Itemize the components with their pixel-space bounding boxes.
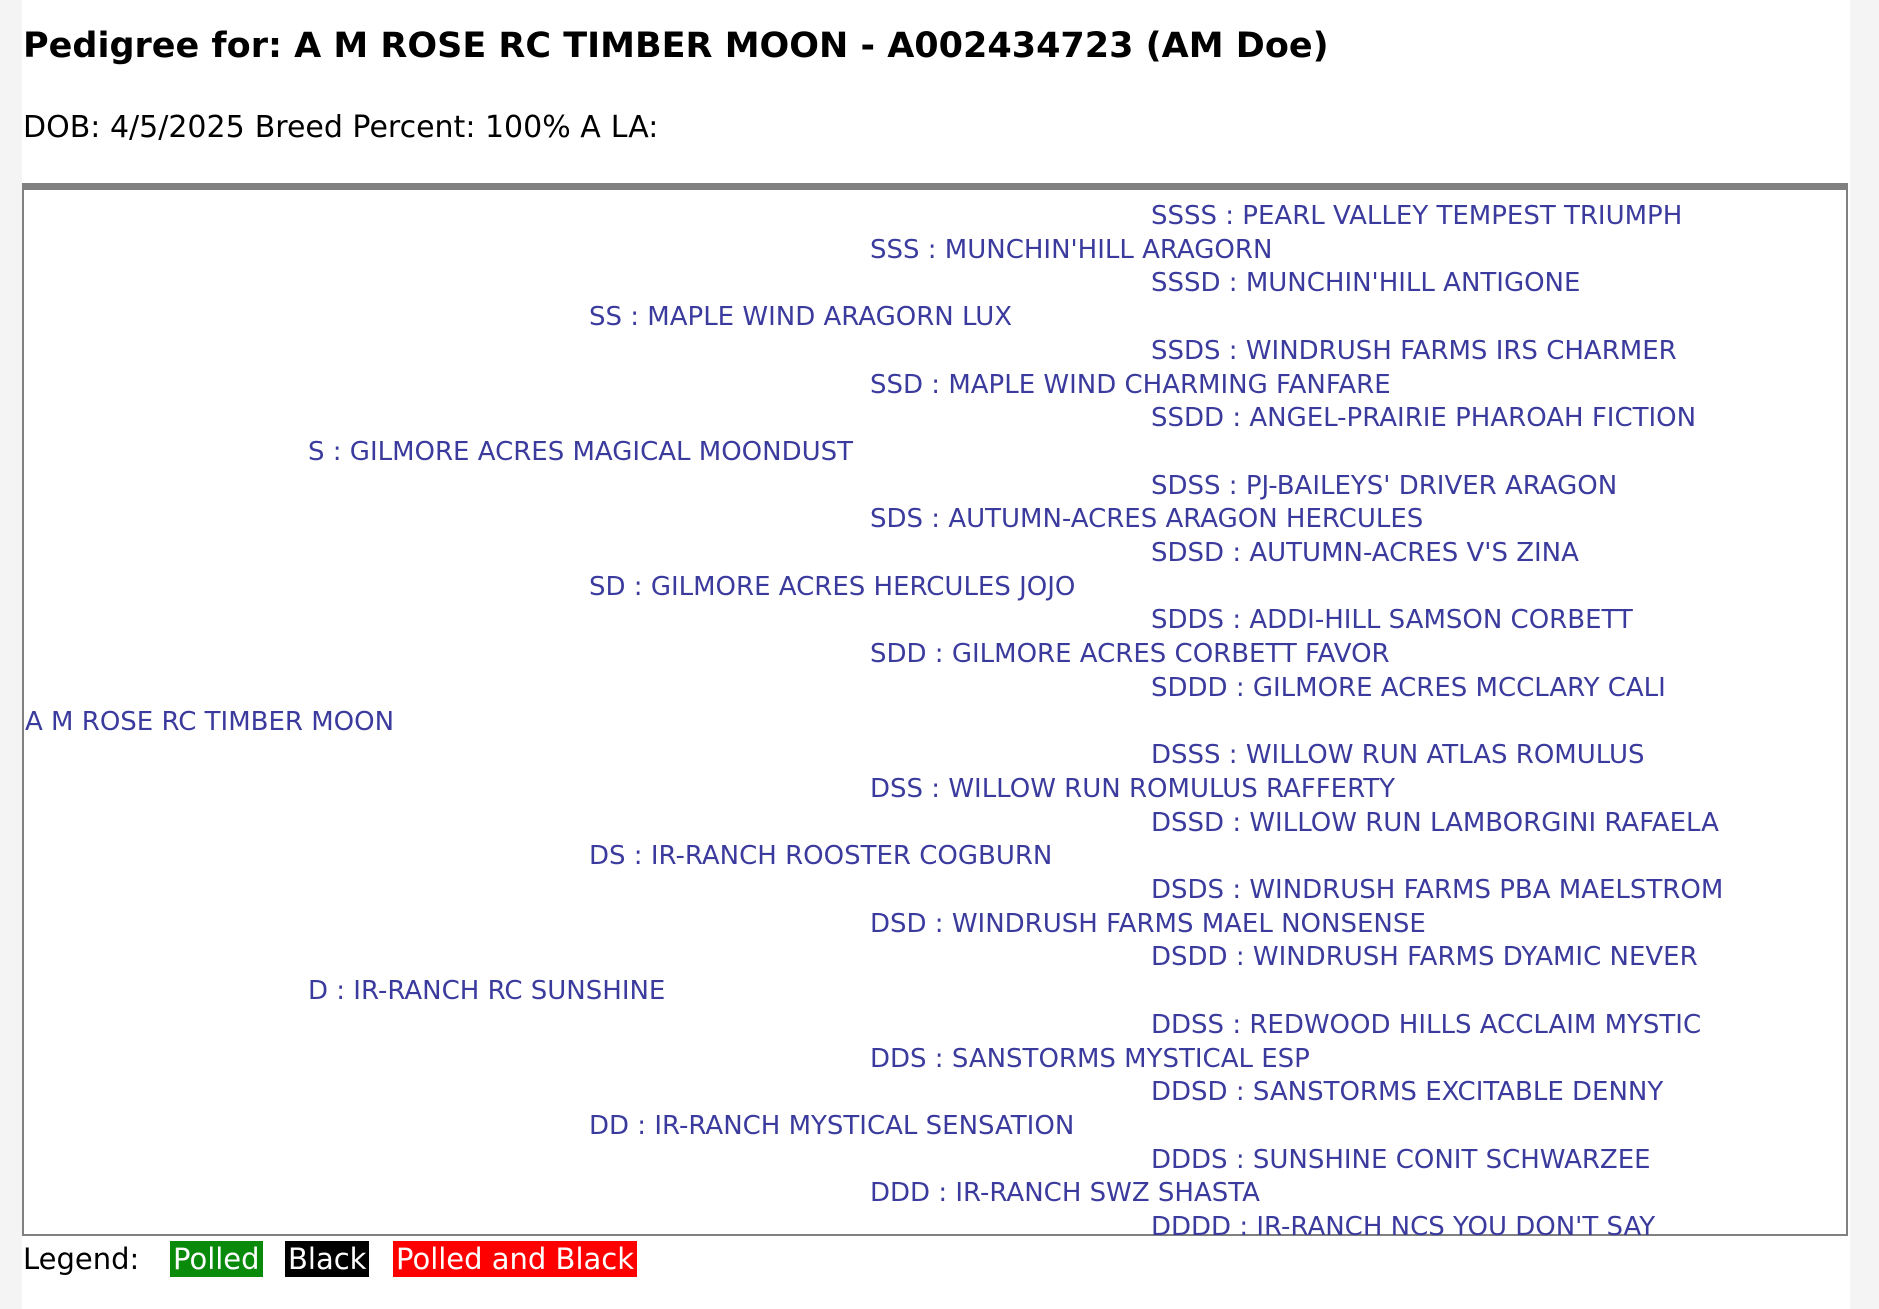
pedigree-ancestor-link[interactable]: DDD : IR-RANCH SWZ SHASTA (870, 1178, 1260, 1209)
pedigree-ancestor-link[interactable]: SDD : GILMORE ACRES CORBETT FAVOR (870, 639, 1390, 670)
pedigree-ancestor-link[interactable]: SDSD : AUTUMN-ACRES V'S ZINA (1151, 538, 1579, 568)
legend-polled-chip: Polled (170, 1241, 263, 1277)
pedigree-ancestor-link[interactable]: SSD : MAPLE WIND CHARMING FANFARE (870, 369, 1391, 400)
pedigree-ancestor-link[interactable]: DSSD : WILLOW RUN LAMBORGINI RAFAELA (1151, 807, 1719, 838)
pedigree-ancestor-link[interactable]: DDDS : SUNSHINE CONIT SCHWARZEE (1151, 1144, 1651, 1175)
legend-black-chip: Black (285, 1241, 369, 1277)
pedigree-ancestor-link[interactable]: DDSS : REDWOOD HILLS ACCLAIM MYSTIC (1151, 1009, 1702, 1040)
pedigree-ancestor-link[interactable]: SDSS : PJ-BAILEYS' DRIVER ARAGON (1151, 470, 1618, 501)
legend-polled-and-black-chip: Polled and Black (393, 1241, 637, 1277)
pedigree-ancestor-link[interactable]: D : IR-RANCH RC SUNSHINE (308, 976, 666, 1007)
pedigree-ancestor-link[interactable]: DDDD : IR-RANCH NCS YOU DON'T SAY (1151, 1212, 1656, 1242)
pedigree-tree (22, 183, 1848, 1242)
pedigree-ancestor-link[interactable]: DD : IR-RANCH MYSTICAL SENSATION (589, 1110, 1075, 1141)
page-title: Pedigree for: A M ROSE RC TIMBER MOON - A002434723 (AM Doe) (23, 26, 1329, 66)
subject-animal-link[interactable]: A M ROSE RC TIMBER MOON (25, 706, 395, 737)
pedigree-ancestor-link[interactable]: SSDS : WINDRUSH FARMS IRS CHARMER (1151, 335, 1677, 366)
left-margin-strip (0, 0, 22, 1309)
pedigree-ancestor-link[interactable]: DDSD : SANSTORMS EXCITABLE DENNY (1151, 1077, 1664, 1108)
pedigree-ancestor-link[interactable]: SSDD : ANGEL-PRAIRIE PHAROAH FICTION (1151, 403, 1697, 434)
pedigree-ancestor-link[interactable]: SSS : MUNCHIN'HILL ARAGORN (870, 234, 1273, 265)
pedigree-ancestor-link[interactable]: SSSD : MUNCHIN'HILL ANTIGONE (1151, 268, 1581, 299)
pedigree-ancestor-link[interactable]: DDS : SANSTORMS MYSTICAL ESP (870, 1043, 1310, 1074)
pedigree-ancestor-link[interactable]: DSD : WINDRUSH FARMS MAEL NONSENSE (870, 908, 1426, 939)
pedigree-ancestor-link[interactable]: SS : MAPLE WIND ARAGORN LUX (589, 302, 1013, 333)
pedigree-ancestor-link[interactable]: DS : IR-RANCH ROOSTER COGBURN (589, 841, 1053, 872)
legend-label: Legend: (23, 1242, 140, 1276)
pedigree-ancestor-link[interactable]: SDDS : ADDI-HILL SAMSON CORBETT (1151, 605, 1633, 636)
pedigree-ancestor-link[interactable]: DSS : WILLOW RUN ROMULUS RAFFERTY (870, 773, 1396, 804)
pedigree-ancestor-link[interactable]: SDS : AUTUMN-ACRES ARAGON HERCULES (870, 504, 1424, 535)
right-margin-strip (1850, 0, 1879, 1309)
pedigree-ancestor-link[interactable]: S : GILMORE ACRES MAGICAL MOONDUST (308, 436, 854, 467)
breed-percent-value: Breed Percent: 100% A (254, 110, 601, 145)
pedigree-ancestor-link[interactable]: SDDD : GILMORE ACRES MCCLARY CALI (1151, 672, 1666, 703)
pedigree-ancestor-link[interactable]: DSDS : WINDRUSH FARMS PBA MAELSTROM (1151, 875, 1724, 905)
pedigree-ancestor-link[interactable]: SSSS : PEARL VALLEY TEMPEST TRIUMPH (1151, 201, 1683, 231)
animal-meta (23, 110, 668, 145)
la-label: LA: (610, 110, 659, 145)
pedigree-ancestor-link[interactable]: SD : GILMORE ACRES HERCULES JOJO (589, 571, 1076, 602)
pedigree-ancestor-link[interactable]: DSSS : WILLOW RUN ATLAS ROMULUS (1151, 740, 1645, 771)
dob-value: DOB: 4/5/2025 (23, 110, 245, 145)
pedigree-ancestor-link[interactable]: DSDD : WINDRUSH FARMS DYAMIC NEVER (1151, 942, 1698, 973)
